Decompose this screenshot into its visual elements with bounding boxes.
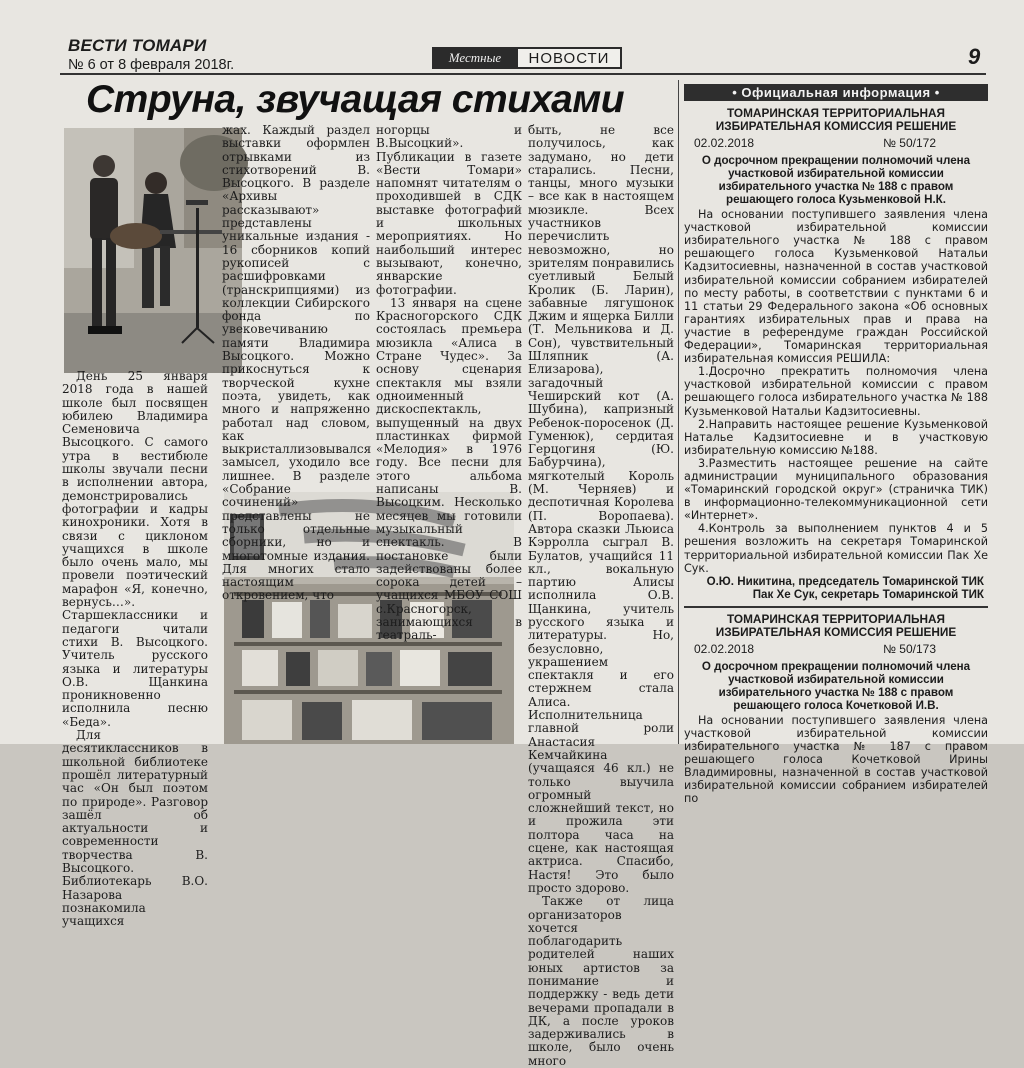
decision-paragraph: 2.Направить настоящее решение Кузьменковой Наталье Кадзитосиевне и в участковую избирательную комиссию №188.: [684, 417, 988, 457]
article-paragraph: День 25 января 2018 года в нашей школе был посвящен юбилею Владимира Семеновича Высоцкого. С самого утра в вестибюле школы звучали песни в исполнении автора, демонстрировались фотографии и кадры кинохроники. Хотя в связи с циклоном учащихся в школе было очень мало, мы провели поэтический марафон «Я, конечно, вернусь…». Старшеклассники и педагоги читали стихи В. Высоцкого. Учитель русского языка и литературы О.В. Щанкина проникновенно исполнила песню «Беда».: [62, 369, 208, 729]
section-logo-right: НОВОСТИ: [518, 47, 622, 69]
decision-paragraph: 1.Досрочно прекратить полномочия члена участковой избирательной комиссии с правом решающего голоса избирательного участка № 188 Кузьменковой Натальи Кадзитосиевны.: [684, 365, 988, 418]
commission-header: ТОМАРИНСКАЯ ТЕРРИТОРИАЛЬНАЯ ИЗБИРАТЕЛЬНАЯ КОМИССИЯ РЕШЕНИЕ: [715, 106, 957, 133]
decision-subject: О досрочном прекращении полномочий члена участковой избирательной комиссии избирательного участка № 188 с правом решающего голоса Кузьменковой Н.К.: [701, 154, 971, 207]
decision-subject: О досрочном прекращении полномочий члена участковой избирательной комиссии избирательного участка № 188 с правом решающего голоса Кочетковой И.В.: [701, 659, 971, 712]
article-paragraph: Также от лица организаторов хочется поблагодарить родителей наших юных артистов за понимание и поддержку - ведь дети вечерами пропадали в ДК, а после уроков задерживались в школе, было очень много: [528, 894, 674, 1068]
article-paragraph: Для десятиклассников в школьной библиотеке прошёл литературный час «Он был поэтом по природе». Разговор зашёл об актуальности и современности творчества В. Высоцкого. Библиотекарь В.О. Назарова познакомила учащихся: [62, 728, 208, 929]
article-column-1: [62, 369, 208, 929]
signature-line: О.Ю. Никитина, председатель Томаринской ТИК: [706, 574, 984, 588]
section-logo-left: Местные: [432, 47, 518, 69]
section-logo: [432, 47, 622, 69]
decision-body: [684, 208, 988, 575]
newspaper-title: ВЕСТИ ТОМАРИ: [68, 36, 207, 55]
decision-paragraph: 3.Разместить настоящее решение на сайте администрации муниципального образования «Томаринский городской округ» (страничка ТИК) в информационно-телекоммуникационной сети «Интернет».: [684, 456, 988, 523]
official-info-section: [684, 84, 988, 806]
signature-line: Пак Хе Сук, секретарь Томаринской ТИК: [752, 587, 984, 601]
decision-paragraph: На основании поступившего заявления члена участковой избирательной комиссии избирательного участка № 187 с правом решающего голоса Кочетковой Ирины Владимировны, назначенной в состав участковой избирательной комиссии собранием избирателей по: [684, 713, 988, 806]
article-paragraph: 13 января на сцене Красногорского СДК состоялась премьера мюзикла «Алиса в Стране Чудес». За основу сценария спектакля мы взяли одноименный дискоспектакль, выпущенный на двух пластинках фирмой «Мелодия» в 1976 году. Все песни для этого альбома написаны В. Высоцким. Несколько месяцев мы готовили музыкальный спектакль. В постановке были задействованы более сорока детей – учащихся МБОУ СОШ с.Красногорск, занимающихся в театраль-: [376, 295, 522, 643]
decision-number: № 50/172: [883, 136, 936, 150]
article-paragraph: быть, не все получилось, как задумано, но дети старались. Песни, танцы, много музыки – все как в настоящем мюзикле. Всех участников перечислить невозможно, но зрителям понравились суетливый Белый Кролик (Б. Ларин), забавные лягушонок Джим и ящерка Билли (Т. Мельникова и Д. Сон), чувствительный Шляпник (А. Елизарова), загадочный Чеширский кот (А. Шубина), капризный Ребенок-поросенок (Д. Гуменюк), сердитая Герцогиня (Ю. Бабурчина), мягкотелый Король (М. Черняев) и деспотичная Королева (П. Воропаева). Автора сказки Льюиса Кэрролла сыграл В. Булатов, учащийся 11 кл., вокальную партию Алисы исполнила О.В. Щанкина, учитель русского языка и литературы. Но, безусловно, украшением спектакля и его стержнем стала Алиса. Исполнительница главной роли Анастасия Кемчайкина (учащаяся 46 кл.) не только выучила огромный сложнейший текст, но и прожила эти полтора часа на сцене, как настоящая актриса. Спасибо, Настя! Это было просто здорово.: [528, 123, 674, 895]
article-paragraph: жах. Каждый раздел выставки оформлен отрывками из стихотворений В. Высоцкого. В разделе «Архивы рассказывают» представлены уникальные издания - 16 сборников копий рукописей с расшифровками (транскрипциями) из коллекции Сибирского фонда по увековечиванию памяти Владимира Высоцкого. Можно прикоснуться к творческой кухне поэта, увидеть, как много и напряженно работал над словом, как выкристаллизовывался замысел, уходило все лишнее. В разделе «Собрание сочинений» представлены не только отдельные сборники, но и многотомные издания. Для многих стало настоящим откровением, что: [222, 123, 372, 603]
decision-date-number: [684, 133, 988, 154]
article-paragraph: ногорцы и В.Высоцкий». Публикации в газете «Вести Томари» напомнят читателям о проходившей в СДК выставке фотографий и школьных мероприятиях. Но наибольший интерес вызывают, конечно, январские фотографии.: [376, 123, 522, 297]
page-number: 9: [968, 44, 981, 69]
decision-number: № 50/173: [883, 641, 936, 656]
column-separator: [678, 80, 679, 744]
decision-date: 02.02.2018: [694, 136, 755, 150]
article-column-3: [376, 123, 522, 643]
decision-paragraph: На основании поступившего заявления члена участковой избирательной комиссии избирательного участка № 188 с правом решающего голоса Кузьменковой Натальи Кадзитосиевны, назначенной в состав участковой избирательной комиссии собранием избирателей по месту работы, в соответствии с пунктами 6 и 11 статьи 29 Федерального закона «Об основных гарантиях избирательных прав и права на участие в референдуме граждан Российской Федерации», Томаринская территориальная избирательная комиссия РЕШИЛА:: [684, 208, 988, 366]
issue-info: № 6 от 8 февраля 2018г.: [68, 57, 235, 73]
decision-body: [684, 714, 988, 806]
decision-date: 02.02.2018: [694, 641, 755, 656]
article-column-4: [528, 123, 674, 1068]
official-info-banner: • Официальная информация •: [684, 84, 988, 101]
article-headline: Струна, звучащая стихами: [86, 78, 625, 121]
decision-divider: [684, 606, 988, 608]
decision-date-number: [684, 639, 988, 660]
decision-paragraph: 4.Контроль за выполнением пунктов 4 и 5 решения возложить на секретаря Томаринской территориальной избирательной комиссии Пак Хе Сук.: [684, 522, 988, 575]
photo-performers: [64, 128, 242, 373]
commission-header: ТОМАРИНСКАЯ ТЕРРИТОРИАЛЬНАЯ ИЗБИРАТЕЛЬНАЯ КОМИССИЯ РЕШЕНИЕ: [715, 611, 957, 639]
photo-performers-image: [64, 128, 242, 373]
article-column-2: [222, 123, 372, 603]
header-rule: [60, 73, 986, 75]
